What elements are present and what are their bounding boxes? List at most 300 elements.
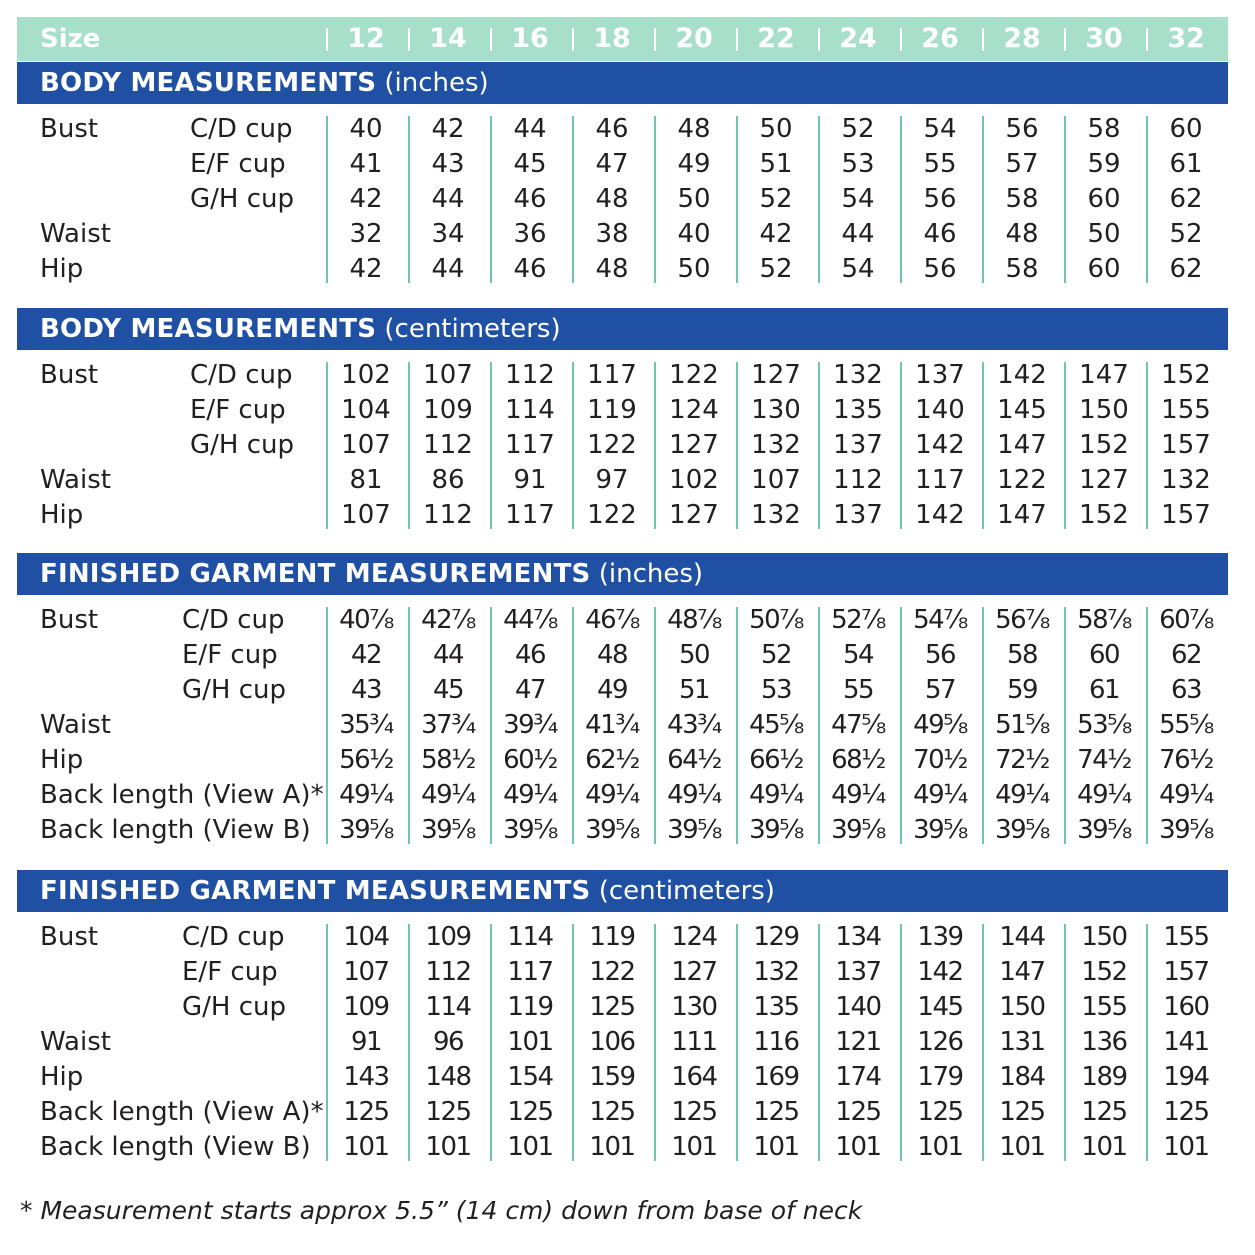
measurement-cell: 159 [589, 1062, 635, 1092]
row-label: Hip [40, 500, 84, 530]
measurement-cell: 81 [349, 465, 383, 495]
measurement-cell: 164 [671, 1062, 717, 1092]
measurement-cell: 117 [505, 430, 555, 460]
measurement-cell: 62 [1170, 640, 1202, 670]
measurement-cell: 125 [1081, 1097, 1127, 1127]
measurement-cell: 131 [999, 1027, 1045, 1057]
measurement-cell: 125 [671, 1097, 717, 1127]
measurement-cell: 49¼ [585, 780, 639, 810]
measurement-cell: 112 [425, 957, 471, 987]
row-sublabel: E/F cup [182, 957, 278, 987]
measurement-cell: 112 [423, 500, 473, 530]
measurement-cell: 125 [835, 1097, 881, 1127]
measurement-cell: 49¼ [667, 780, 721, 810]
measurement-cell: 55 [842, 675, 874, 705]
measurement-cell: 112 [833, 465, 883, 495]
measurement-cell: 44 [513, 114, 547, 144]
section-body [0, 112, 1255, 287]
measurement-cell: 137 [835, 957, 881, 987]
measurement-cell: 101 [671, 1132, 717, 1162]
section-title [40, 870, 775, 912]
measurement-cell: 135 [753, 992, 799, 1022]
measurement-cell: 34 [431, 219, 465, 249]
measurement-cell: 86 [431, 465, 465, 495]
section-body [0, 358, 1255, 533]
section-title-unit: (centimeters) [384, 314, 561, 344]
measurement-cell: 40 [677, 219, 711, 249]
measurement-cell: 42 [350, 640, 382, 670]
row-label: Bust [40, 922, 99, 952]
measurement-cell: 96 [432, 1027, 464, 1057]
measurement-cell: 54 [841, 184, 875, 214]
measurement-cell: 135 [833, 395, 883, 425]
table-row [0, 638, 1255, 673]
section-body [0, 920, 1255, 1165]
measurement-cell: 114 [505, 395, 555, 425]
table-row [0, 393, 1255, 428]
measurement-cell: 52 [841, 114, 875, 144]
measurement-cell: 38 [595, 219, 629, 249]
measurement-cell: 49¼ [831, 780, 885, 810]
size-header-cell: 32 [1167, 23, 1205, 54]
measurement-cell: 62½ [585, 745, 639, 775]
row-label: Waist [40, 465, 111, 495]
measurement-cell: 189 [1081, 1062, 1127, 1092]
measurement-cell: 46 [513, 184, 547, 214]
table-row [0, 743, 1255, 778]
table-row [0, 920, 1255, 955]
measurement-cell: 58 [1005, 184, 1039, 214]
measurement-cell: 127 [1079, 465, 1129, 495]
table-row [0, 603, 1255, 638]
measurement-cell: 101 [507, 1132, 553, 1162]
row-label: Bust [40, 114, 99, 144]
measurement-cell: 59 [1006, 675, 1038, 705]
measurement-cell: 124 [671, 922, 717, 952]
table-row [0, 990, 1255, 1025]
measurement-cell: 56 [924, 640, 956, 670]
measurement-cell: 101 [343, 1132, 389, 1162]
measurement-cell: 46 [514, 640, 546, 670]
measurement-cell: 125 [425, 1097, 471, 1127]
row-label: Back length (View B) [40, 815, 311, 845]
table-row [0, 673, 1255, 708]
size-header-cell: 26 [921, 23, 959, 54]
measurement-cell: 107 [751, 465, 801, 495]
measurement-cell: 150 [1081, 922, 1127, 952]
row-label: Back length (View B) [40, 1132, 311, 1162]
measurement-cell: 101 [753, 1132, 799, 1162]
measurement-cell: 121 [835, 1027, 881, 1057]
measurement-cell: 40⅞ [339, 605, 393, 635]
measurement-cell: 107 [423, 360, 473, 390]
measurement-cell: 44 [431, 184, 465, 214]
measurement-cell: 56 [1005, 114, 1039, 144]
measurement-cell: 125 [753, 1097, 799, 1127]
measurement-cell: 60½ [503, 745, 557, 775]
measurement-cell: 39⅝ [913, 815, 967, 845]
table-row [0, 813, 1255, 848]
measurement-cell: 194 [1163, 1062, 1209, 1092]
row-sublabel: E/F cup [182, 640, 278, 670]
measurement-cell: 49¼ [995, 780, 1049, 810]
measurement-cell: 112 [423, 430, 473, 460]
size-header-cell: 12 [347, 23, 385, 54]
measurement-cell: 47 [514, 675, 546, 705]
measurement-cell: 107 [341, 430, 391, 460]
table-row [0, 358, 1255, 393]
measurement-cell: 56 [923, 184, 957, 214]
measurement-cell: 174 [835, 1062, 881, 1092]
measurement-cell: 184 [999, 1062, 1045, 1092]
measurement-cell: 114 [425, 992, 471, 1022]
measurement-cell: 43¾ [667, 710, 721, 740]
measurement-cell: 101 [507, 1027, 553, 1057]
measurement-cell: 45⅝ [749, 710, 803, 740]
measurement-cell: 147 [999, 957, 1045, 987]
measurement-cell: 107 [341, 500, 391, 530]
measurement-cell: 44⅞ [503, 605, 557, 635]
section-header-band [17, 62, 1228, 104]
measurement-cell: 122 [587, 430, 637, 460]
measurement-cell: 39⅝ [667, 815, 721, 845]
measurement-cell: 150 [999, 992, 1045, 1022]
size-header-cell: 24 [839, 23, 877, 54]
section-title-unit: (inches) [384, 68, 489, 98]
measurement-cell: 127 [669, 430, 719, 460]
measurement-cell: 48⅞ [667, 605, 721, 635]
measurement-cell: 179 [917, 1062, 963, 1092]
row-sublabel: E/F cup [190, 395, 286, 425]
measurement-cell: 41¾ [585, 710, 639, 740]
measurement-cell: 49¼ [1077, 780, 1131, 810]
row-sublabel: G/H cup [182, 992, 286, 1022]
measurement-cell: 129 [753, 922, 799, 952]
section-body [0, 603, 1255, 848]
measurement-cell: 59 [1087, 149, 1121, 179]
measurement-cell: 157 [1161, 500, 1211, 530]
size-header-cell: 16 [511, 23, 549, 54]
table-row [0, 182, 1255, 217]
measurement-cell: 60 [1169, 114, 1203, 144]
measurement-cell: 147 [997, 500, 1047, 530]
measurement-cell: 61 [1088, 675, 1120, 705]
measurement-cell: 50 [677, 184, 711, 214]
measurement-cell: 91 [350, 1027, 382, 1057]
measurement-cell: 147 [997, 430, 1047, 460]
measurement-cell: 112 [505, 360, 555, 390]
measurement-cell: 50 [677, 254, 711, 284]
section-title [40, 62, 489, 104]
measurement-cell: 114 [507, 922, 553, 952]
row-sublabel: E/F cup [190, 149, 286, 179]
measurement-cell: 53 [760, 675, 792, 705]
measurement-cell: 61 [1169, 149, 1203, 179]
measurement-cell: 150 [1079, 395, 1129, 425]
measurement-cell: 60 [1087, 184, 1121, 214]
measurement-cell: 137 [833, 500, 883, 530]
measurement-cell: 42 [349, 254, 383, 284]
measurement-cell: 130 [671, 992, 717, 1022]
table-row [0, 428, 1255, 463]
measurement-cell: 125 [999, 1097, 1045, 1127]
table-row [0, 217, 1255, 252]
measurement-cell: 101 [999, 1132, 1045, 1162]
measurement-cell: 46⅞ [585, 605, 639, 635]
measurement-cell: 45 [432, 675, 464, 705]
measurement-cell: 40 [349, 114, 383, 144]
measurement-cell: 122 [997, 465, 1047, 495]
measurement-cell: 52 [760, 640, 792, 670]
measurement-cell: 50⅞ [749, 605, 803, 635]
measurement-cell: 44 [841, 219, 875, 249]
measurement-cell: 155 [1163, 922, 1209, 952]
measurement-cell: 52 [759, 254, 793, 284]
measurement-cell: 104 [341, 395, 391, 425]
measurement-cell: 117 [507, 957, 553, 987]
measurement-cell: 54 [841, 254, 875, 284]
measurement-cell: 106 [589, 1027, 635, 1057]
section-title-main: BODY MEASUREMENTS [40, 68, 377, 98]
measurement-cell: 125 [507, 1097, 553, 1127]
measurement-cell: 152 [1079, 500, 1129, 530]
measurement-cell: 48 [677, 114, 711, 144]
measurement-cell: 134 [835, 922, 881, 952]
measurement-cell: 125 [917, 1097, 963, 1127]
measurement-cell: 57 [924, 675, 956, 705]
section-title-unit: (inches) [598, 559, 704, 589]
table-row [0, 463, 1255, 498]
measurement-cell: 145 [917, 992, 963, 1022]
measurement-cell: 58½ [421, 745, 475, 775]
measurement-cell: 44 [432, 640, 464, 670]
measurement-cell: 101 [917, 1132, 963, 1162]
size-header-cell: 28 [1003, 23, 1041, 54]
measurement-cell: 119 [507, 992, 553, 1022]
measurement-cell: 68½ [831, 745, 885, 775]
measurement-cell: 42 [431, 114, 465, 144]
measurement-cell: 109 [425, 922, 471, 952]
measurement-cell: 142 [997, 360, 1047, 390]
size-header-cell: 18 [593, 23, 631, 54]
row-sublabel: C/D cup [182, 605, 285, 635]
row-sublabel: C/D cup [190, 114, 293, 144]
measurement-cell: 58 [1087, 114, 1121, 144]
measurement-cell: 53 [841, 149, 875, 179]
measurement-cell: 50 [678, 640, 710, 670]
measurement-cell: 56 [923, 254, 957, 284]
measurement-cell: 143 [343, 1062, 389, 1092]
row-label: Waist [40, 219, 111, 249]
measurement-cell: 127 [751, 360, 801, 390]
measurement-cell: 126 [917, 1027, 963, 1057]
measurement-cell: 160 [1163, 992, 1209, 1022]
measurement-cell: 97 [595, 465, 629, 495]
measurement-cell: 39⅝ [503, 815, 557, 845]
measurement-cell: 39⅝ [831, 815, 885, 845]
measurement-cell: 107 [343, 957, 389, 987]
measurement-cell: 136 [1081, 1027, 1127, 1057]
measurement-cell: 49¼ [421, 780, 475, 810]
measurement-cell: 137 [833, 430, 883, 460]
measurement-cell: 145 [997, 395, 1047, 425]
measurement-cell: 132 [833, 360, 883, 390]
row-label: Bust [40, 360, 99, 390]
table-row [0, 1130, 1255, 1165]
measurement-cell: 127 [671, 957, 717, 987]
measurement-cell: 117 [505, 500, 555, 530]
measurement-cell: 140 [915, 395, 965, 425]
measurement-cell: 70½ [913, 745, 967, 775]
measurement-cell: 39⅝ [585, 815, 639, 845]
measurement-cell: 155 [1081, 992, 1127, 1022]
table-row [0, 778, 1255, 813]
measurement-cell: 125 [589, 1097, 635, 1127]
measurement-cell: 42⅞ [421, 605, 475, 635]
measurement-cell: 142 [915, 500, 965, 530]
measurement-cell: 37¾ [421, 710, 475, 740]
measurement-cell: 124 [669, 395, 719, 425]
measurement-cell: 102 [341, 360, 391, 390]
measurement-cell: 35¾ [339, 710, 393, 740]
row-label: Bust [40, 605, 99, 635]
measurement-cell: 169 [753, 1062, 799, 1092]
measurement-cell: 132 [751, 500, 801, 530]
measurement-cell: 154 [507, 1062, 553, 1092]
section-title [40, 553, 703, 595]
measurement-cell: 66½ [749, 745, 803, 775]
measurement-cell: 46 [595, 114, 629, 144]
measurement-cell: 55 [923, 149, 957, 179]
measurement-cell: 46 [923, 219, 957, 249]
measurement-cell: 122 [589, 957, 635, 987]
section-header-band [17, 553, 1228, 595]
footnote: * Measurement starts approx 5.5” (14 cm) down from base of neck [20, 1196, 863, 1225]
measurement-cell: 109 [423, 395, 473, 425]
section-header-band [17, 308, 1228, 350]
measurement-cell: 42 [759, 219, 793, 249]
measurement-cell: 50 [1087, 219, 1121, 249]
measurement-cell: 52 [1169, 219, 1203, 249]
measurement-cell: 49¼ [503, 780, 557, 810]
measurement-cell: 148 [425, 1062, 471, 1092]
section-title-main: BODY MEASUREMENTS [40, 314, 377, 344]
measurement-cell: 48 [595, 254, 629, 284]
section-title [40, 308, 561, 350]
measurement-cell: 56⅞ [995, 605, 1049, 635]
measurement-cell: 54 [923, 114, 957, 144]
section-title-unit: (centimeters) [598, 876, 775, 906]
measurement-cell: 60 [1087, 254, 1121, 284]
measurement-cell: 39⅝ [339, 815, 393, 845]
measurement-cell: 72½ [995, 745, 1049, 775]
measurement-cell: 36 [513, 219, 547, 249]
measurement-cell: 147 [1079, 360, 1129, 390]
measurement-cell: 74½ [1077, 745, 1131, 775]
measurement-cell: 117 [587, 360, 637, 390]
measurement-cell: 57 [1005, 149, 1039, 179]
measurement-cell: 101 [589, 1132, 635, 1162]
measurement-cell: 119 [587, 395, 637, 425]
row-sublabel: C/D cup [182, 922, 285, 952]
measurement-cell: 52 [759, 184, 793, 214]
measurement-cell: 144 [999, 922, 1045, 952]
measurement-cell: 152 [1081, 957, 1127, 987]
measurement-cell: 51⅝ [995, 710, 1049, 740]
measurement-cell: 63 [1170, 675, 1202, 705]
measurement-cell: 111 [671, 1027, 717, 1057]
measurement-cell: 43 [431, 149, 465, 179]
measurement-cell: 55⅝ [1159, 710, 1213, 740]
table-row [0, 498, 1255, 533]
measurement-cell: 152 [1161, 360, 1211, 390]
measurement-cell: 155 [1161, 395, 1211, 425]
measurement-cell: 137 [915, 360, 965, 390]
measurement-cell: 130 [751, 395, 801, 425]
row-sublabel: G/H cup [190, 184, 294, 214]
measurement-cell: 64½ [667, 745, 721, 775]
measurement-cell: 109 [343, 992, 389, 1022]
measurement-cell: 117 [915, 465, 965, 495]
measurement-cell: 60 [1088, 640, 1120, 670]
measurement-cell: 142 [917, 957, 963, 987]
table-row [0, 1060, 1255, 1095]
measurement-cell: 122 [669, 360, 719, 390]
measurement-cell: 54⅞ [913, 605, 967, 635]
measurement-cell: 132 [753, 957, 799, 987]
measurement-cell: 62 [1169, 254, 1203, 284]
section-title-main: FINISHED GARMENT MEASUREMENTS [40, 559, 591, 589]
measurement-cell: 49¼ [1159, 780, 1213, 810]
measurement-cell: 32 [349, 219, 383, 249]
row-label: Hip [40, 1062, 84, 1092]
section-header-band [17, 870, 1228, 912]
measurement-cell: 46 [513, 254, 547, 284]
row-label: Waist [40, 710, 111, 740]
measurement-cell: 42 [349, 184, 383, 214]
measurement-cell: 48 [595, 184, 629, 214]
measurement-cell: 49¼ [913, 780, 967, 810]
measurement-cell: 62 [1169, 184, 1203, 214]
measurement-cell: 119 [589, 922, 635, 952]
size-header-cell: 20 [675, 23, 713, 54]
measurement-cell: 139 [917, 922, 963, 952]
measurement-cell: 58 [1006, 640, 1038, 670]
row-sublabel: G/H cup [190, 430, 294, 460]
table-row [0, 112, 1255, 147]
measurement-cell: 51 [678, 675, 710, 705]
measurement-cell: 50 [759, 114, 793, 144]
measurement-cell: 54 [842, 640, 874, 670]
measurement-cell: 45 [513, 149, 547, 179]
measurement-cell: 127 [669, 500, 719, 530]
measurement-cell: 47⅝ [831, 710, 885, 740]
measurement-cell: 44 [431, 254, 465, 284]
measurement-cell: 39¾ [503, 710, 557, 740]
measurement-cell: 125 [1163, 1097, 1209, 1127]
measurement-cell: 101 [835, 1132, 881, 1162]
measurement-cell: 41 [349, 149, 383, 179]
measurement-cell: 60⅞ [1159, 605, 1213, 635]
measurement-cell: 39⅝ [749, 815, 803, 845]
measurement-cell: 49⅝ [913, 710, 967, 740]
size-header-cell: 14 [429, 23, 467, 54]
measurement-cell: 125 [589, 992, 635, 1022]
measurement-cell: 53⅝ [1077, 710, 1131, 740]
measurement-cell: 125 [343, 1097, 389, 1127]
measurement-cell: 76½ [1159, 745, 1213, 775]
size-header-cell: 22 [757, 23, 795, 54]
